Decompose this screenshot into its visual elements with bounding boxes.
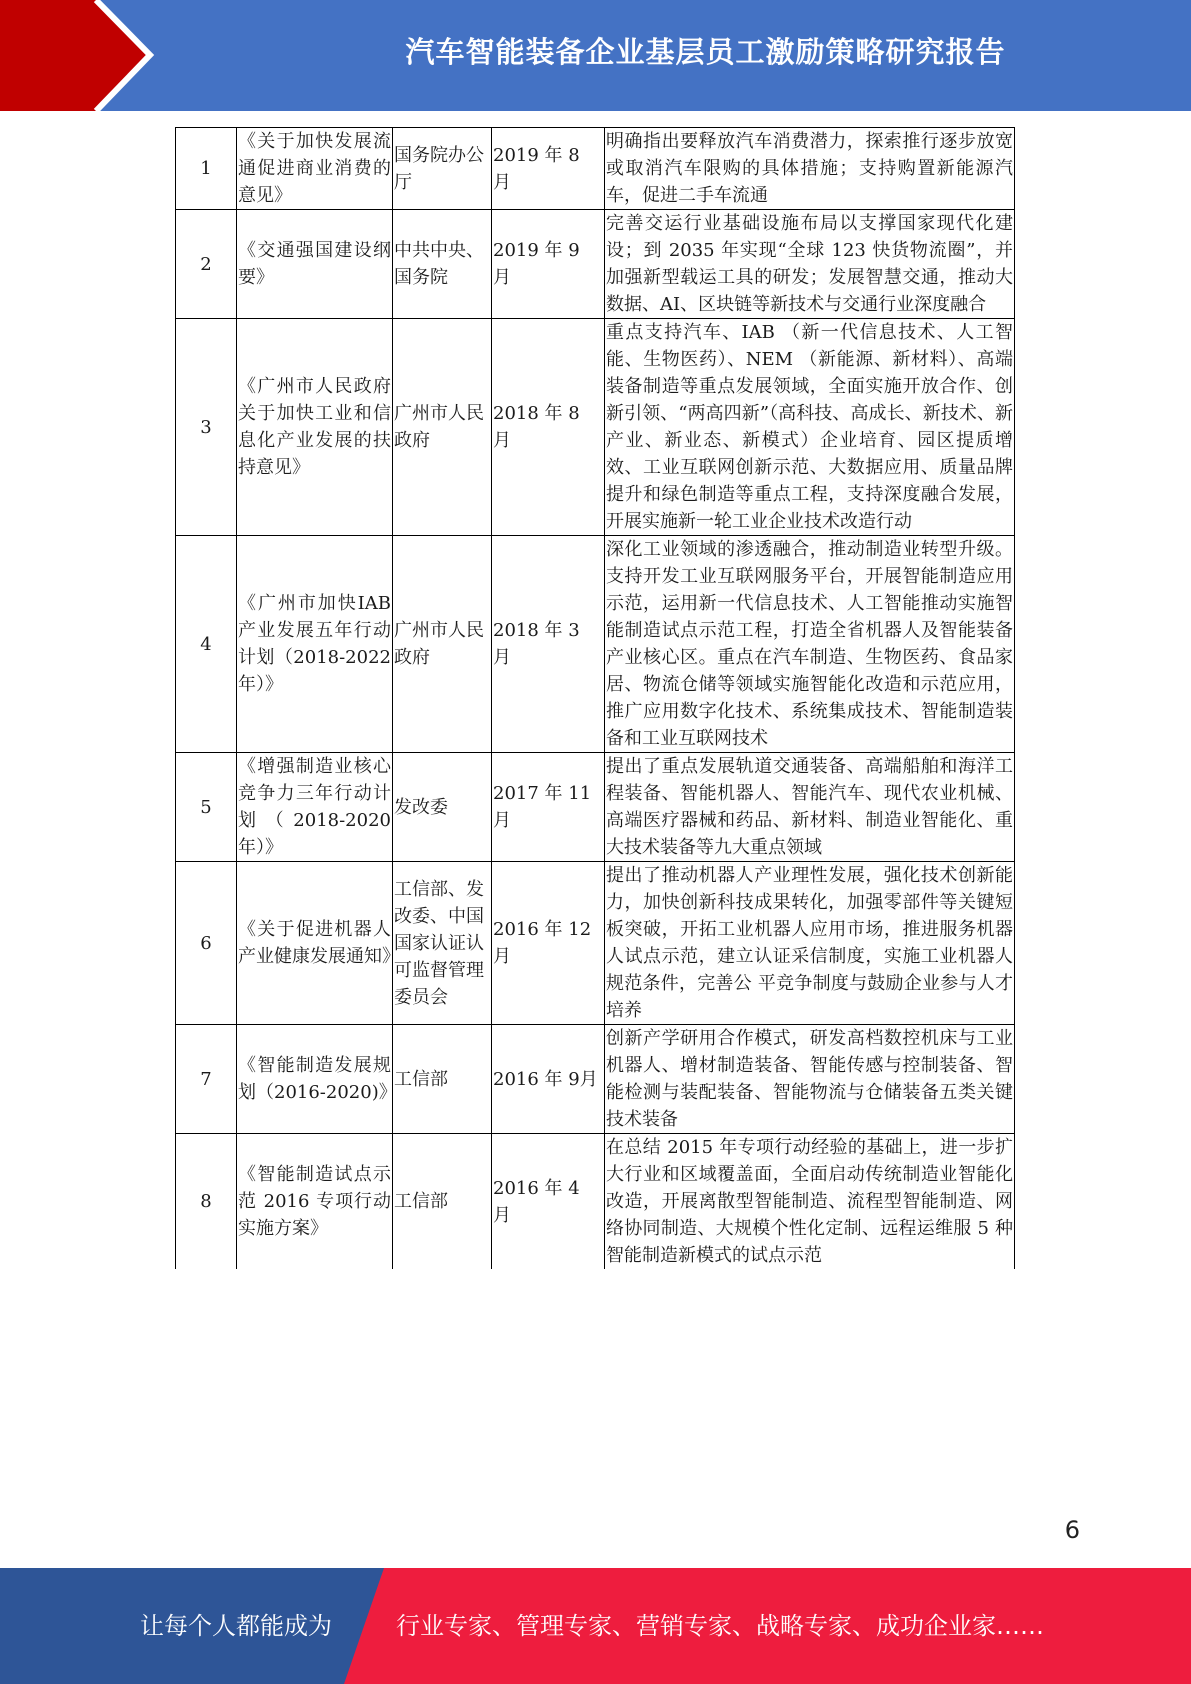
policy-content: 提出了推动机器人产业理性发展，强化技术创新能力，加快创新科技成果转化，加强零部件等关键短板突破，开拓工业机器人应用市场，推进服务机器人试点示范，建立认证采信制度，实施工业机器人规范条件，完善公 平竞争制度与鼓励企业参与人才培养	[605, 862, 1015, 1025]
table-row	[176, 753, 1015, 862]
policy-table	[175, 127, 1015, 1269]
footer-slogan-left: 让每个人都能成为	[140, 1612, 332, 1640]
report-title: 汽车智能装备企业基层员工激励策略研究报告	[405, 35, 1006, 69]
row-number: 4	[176, 536, 237, 753]
issue-date: 2018 年 3 月	[492, 536, 605, 753]
policy-content: 深化工业领域的渗透融合，推动制造业转型升级。支持开发工业互联网服务平台，开展智能制造应用示范，运用新一代信息技术、人工智能推动实施智能制造试点示范工程，打造全省机器人及智能装备产业核心区。重点在汽车制造、生物医药、食品家居、物流仓储等领域实施智能化改造和示范应用，推广应用数字化技术、系统集成技术、智能制造装备和工业互联网技术	[605, 536, 1015, 753]
row-number: 5	[176, 753, 237, 862]
issuing-authority: 广州市人民政府	[393, 536, 492, 753]
page-header	[0, 0, 1191, 111]
policy-document: 《关于促进机器人产业健康发展通知》	[237, 862, 393, 1025]
table-row	[176, 210, 1015, 319]
policy-document: 《广州市加快IAB产业发展五年行动计划（2018-2022年）》	[237, 536, 393, 753]
issuing-authority: 发改委	[393, 753, 492, 862]
issue-date: 2016 年 9月	[492, 1025, 605, 1134]
policy-content: 明确指出要释放汽车消费潜力，探索推行逐步放宽或取消汽车限购的具体措施；支持购置新能源汽车，促进二手车流通	[605, 128, 1015, 210]
page-footer	[0, 1568, 1191, 1684]
policy-content: 提出了重点发展轨道交通装备、高端船舶和海洋工程装备、智能机器人、智能汽车、现代农业机械、高端医疗器械和药品、新材料、制造业智能化、重大技术装备等九大重点领域	[605, 753, 1015, 862]
policy-document: 《增强制造业核心竞争力三年行动计划（2018-2020年）》	[237, 753, 393, 862]
table-row	[176, 536, 1015, 753]
issue-date: 2019 年 8 月	[492, 128, 605, 210]
table-row	[176, 319, 1015, 536]
row-number: 2	[176, 210, 237, 319]
row-number: 3	[176, 319, 237, 536]
policy-content: 在总结 2015 年专项行动经验的基础上，进一步扩大行业和区域覆盖面，全面启动传统制造业智能化改造，开展离散型智能制造、流程型智能制造、网络协同制造、大规模个性化定制、远程运维服 5 种智能制造新模式的试点示范	[605, 1134, 1015, 1270]
row-number: 6	[176, 862, 237, 1025]
footer-slogan-right: 行业专家、管理专家、营销专家、战略专家、成功企业家……	[396, 1612, 1044, 1640]
issuing-authority: 工信部、发改委、中国国家认证认可监督管理委员会	[393, 862, 492, 1025]
issue-date: 2016 年 4 月	[492, 1134, 605, 1270]
table-row	[176, 862, 1015, 1025]
policy-content: 完善交运行业基础设施布局以支撑国家现代化建设；到 2035 年实现“全球 123 快货物流圈”，并加强新型载运工具的研发；发展智慧交通，推动大数据、AI、区块链等新技术与交通行业深度融合	[605, 210, 1015, 319]
issue-date: 2017 年 11 月	[492, 753, 605, 862]
issuing-authority: 国务院办公厅	[393, 128, 492, 210]
issuing-authority: 中共中央、国务院	[393, 210, 492, 319]
issuing-authority: 工信部	[393, 1025, 492, 1134]
issuing-authority: 工信部	[393, 1134, 492, 1270]
table-row	[176, 1134, 1015, 1270]
issuing-authority: 广州市人民政府	[393, 319, 492, 536]
page-number: 6	[1064, 1516, 1080, 1544]
row-number: 1	[176, 128, 237, 210]
policy-document: 《智能制造试点示范 2016 专项行动实施方案》	[237, 1134, 393, 1270]
table-row	[176, 1025, 1015, 1134]
table-row	[176, 128, 1015, 210]
issue-date: 2018 年 8 月	[492, 319, 605, 536]
policy-document: 《交通强国建设纲要》	[237, 210, 393, 319]
row-number: 8	[176, 1134, 237, 1270]
row-number: 7	[176, 1025, 237, 1134]
issue-date: 2019 年 9 月	[492, 210, 605, 319]
policy-document: 《广州市人民政府关于加快工业和信息化产业发展的扶持意见》	[237, 319, 393, 536]
policy-content: 重点支持汽车、IAB （新一代信息技术、人工智能、生物医药）、NEM （新能源、新材料）、高端装备制造等重点发展领域，全面实施开放合作、创新引领、“两高四新”（高科技、高成长、新技术、新产业、新业态、新模式）企业培育、园区提质增效、工业互联网创新示范、大数据应用、质量品牌提升和绿色制造等重点工程，支持深度融合发展，开展实施新一轮工业企业技术改造行动	[605, 319, 1015, 536]
policy-content: 创新产学研用合作模式，研发高档数控机床与工业机器人、增材制造装备、智能传感与控制装备、智能检测与装配装备、智能物流与仓储装备五类关键技术装备	[605, 1025, 1015, 1134]
policy-document: 《智能制造发展规划（2016-2020)》	[237, 1025, 393, 1134]
policy-document: 《关于加快发展流通促进商业消费的意见》	[237, 128, 393, 210]
issue-date: 2016 年 12 月	[492, 862, 605, 1025]
